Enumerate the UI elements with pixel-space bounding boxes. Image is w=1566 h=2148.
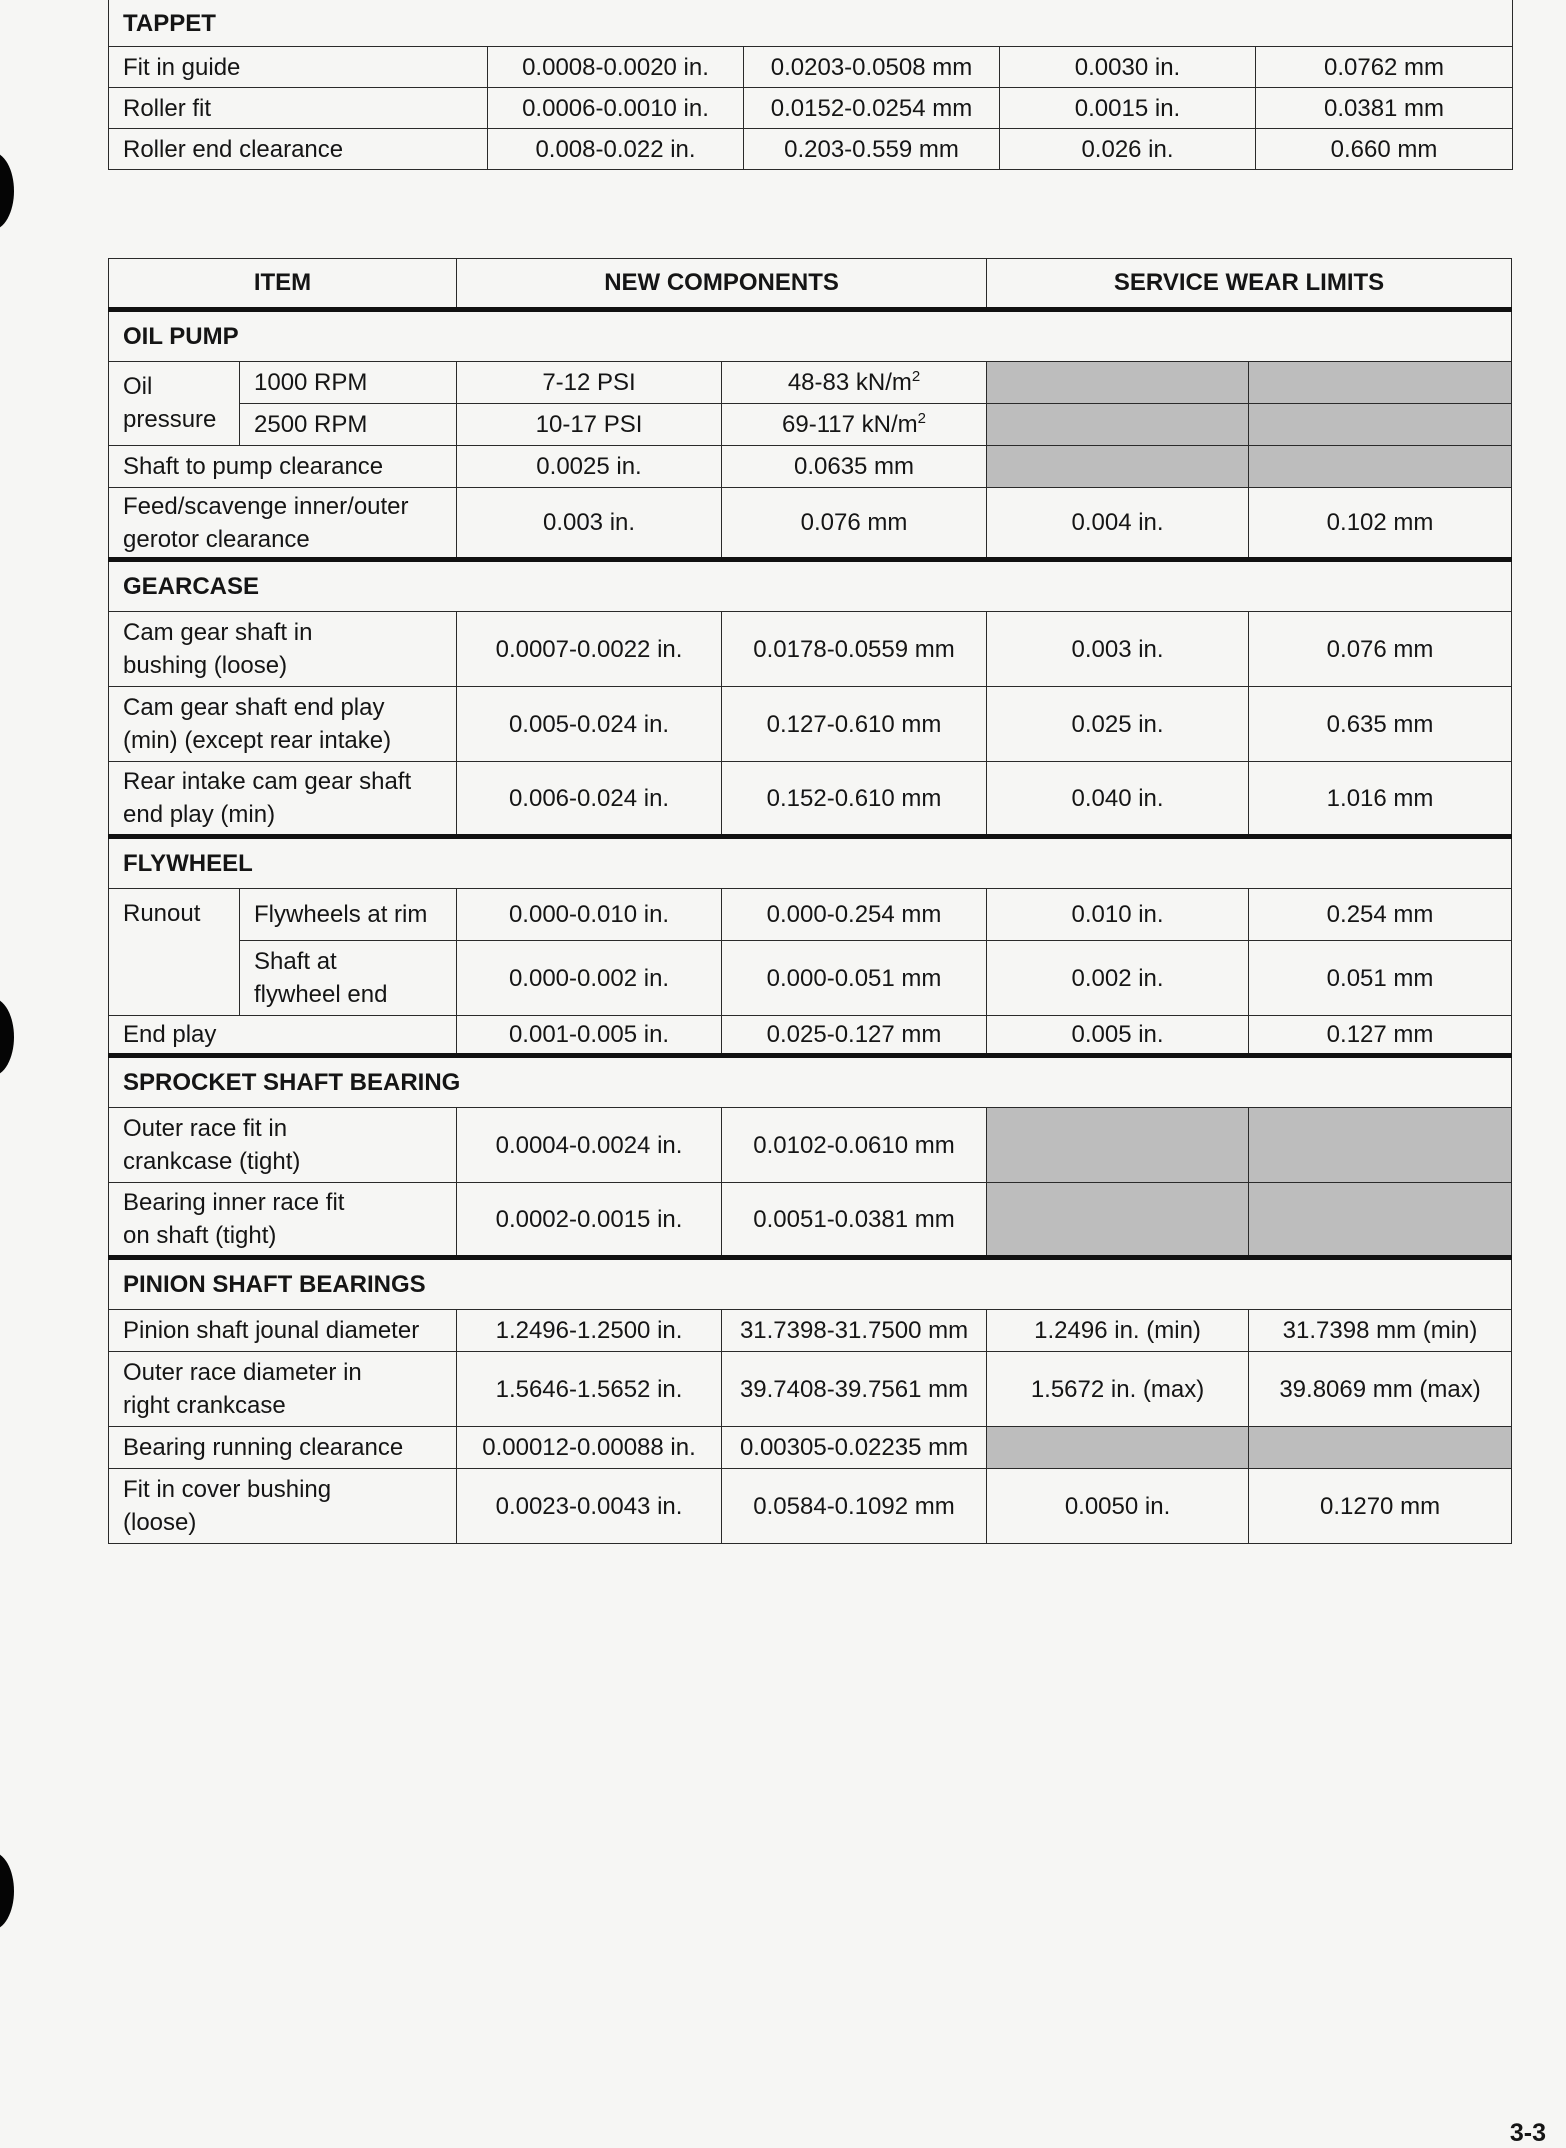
section-title: GEARCASE bbox=[109, 560, 1512, 612]
new-in-cell: 0.0006-0.0010 in. bbox=[488, 88, 744, 129]
section-row-sprocket bbox=[109, 1056, 1512, 1108]
new-in-cell: 0.000-0.002 in. bbox=[457, 941, 722, 1016]
sub-item-cell: Flywheels at rim bbox=[240, 889, 457, 941]
table-row bbox=[109, 488, 1512, 560]
header-item: ITEM bbox=[109, 259, 457, 310]
new-mm-cell: 0.025-0.127 mm bbox=[722, 1016, 987, 1056]
new-mm-cell: 0.0051-0.0381 mm bbox=[722, 1183, 987, 1258]
table-row bbox=[109, 1183, 1512, 1258]
wear-in-cell: 0.026 in. bbox=[1000, 129, 1256, 170]
section-row-tappet bbox=[109, 0, 1513, 47]
table-row bbox=[109, 1016, 1512, 1056]
new-in-cell: 1.2496-1.2500 in. bbox=[457, 1310, 722, 1352]
new-mm-cell: 0.0152-0.0254 mm bbox=[744, 88, 1000, 129]
new-in-cell: 0.008-0.022 in. bbox=[488, 129, 744, 170]
new-psi-cell: 7-12 PSI bbox=[457, 362, 722, 404]
header-new-components: NEW COMPONENTS bbox=[457, 259, 987, 310]
new-mm-cell: 0.0102-0.0610 mm bbox=[722, 1108, 987, 1183]
table-row bbox=[109, 612, 1512, 687]
table-row bbox=[109, 1310, 1512, 1352]
wear-in-cell: 0.0050 in. bbox=[987, 1469, 1249, 1544]
wear-mm-cell: 0.635 mm bbox=[1249, 687, 1512, 762]
item-cell: Pinion shaft jounal diameter bbox=[109, 1310, 457, 1352]
new-in-cell: 0.00012-0.00088 in. bbox=[457, 1427, 722, 1469]
new-in-cell: 1.5646-1.5652 in. bbox=[457, 1352, 722, 1427]
section-row-flywheel bbox=[109, 837, 1512, 889]
wear-in-cell: 1.2496 in. (min) bbox=[987, 1310, 1249, 1352]
item-cell: Cam gear shaft in bushing (loose) bbox=[109, 612, 457, 687]
shaded-cell bbox=[987, 446, 1249, 488]
wear-mm-cell: 0.102 mm bbox=[1249, 488, 1512, 560]
new-in-cell: 0.000-0.010 in. bbox=[457, 889, 722, 941]
new-in-cell: 0.006-0.024 in. bbox=[457, 762, 722, 837]
item-cell: Feed/scavenge inner/outer gerotor clearance bbox=[109, 488, 457, 560]
item-cell: Cam gear shaft end play (min) (except rear intake) bbox=[109, 687, 457, 762]
table-row bbox=[109, 687, 1512, 762]
table-row bbox=[109, 1352, 1512, 1427]
shaded-cell bbox=[987, 1183, 1249, 1258]
table-row bbox=[109, 1469, 1512, 1544]
new-mm-cell: 0.000-0.051 mm bbox=[722, 941, 987, 1016]
page-number: 3-3 bbox=[1509, 2119, 1546, 2147]
table-row bbox=[109, 47, 1513, 88]
new-in-cell: 0.005-0.024 in. bbox=[457, 687, 722, 762]
new-mm-cell: 31.7398-31.7500 mm bbox=[722, 1310, 987, 1352]
table-row bbox=[109, 404, 1512, 446]
section-title: FLYWHEEL bbox=[109, 837, 1512, 889]
wear-mm-cell: 0.254 mm bbox=[1249, 889, 1512, 941]
new-in-cell: 0.001-0.005 in. bbox=[457, 1016, 722, 1056]
rpm-label: 1000 RPM bbox=[240, 362, 457, 404]
wear-mm-cell: 1.016 mm bbox=[1249, 762, 1512, 837]
new-mm-cell: 0.0635 mm bbox=[722, 446, 987, 488]
shaded-cell bbox=[987, 362, 1249, 404]
item-cell: Bearing inner race fit on shaft (tight) bbox=[109, 1183, 457, 1258]
item-cell: Roller end clearance bbox=[109, 129, 488, 170]
shaded-cell bbox=[1249, 1427, 1512, 1469]
new-mm-cell: 0.0178-0.0559 mm bbox=[722, 612, 987, 687]
section-row-oil-pump bbox=[109, 310, 1512, 362]
wear-mm-cell: 31.7398 mm (min) bbox=[1249, 1310, 1512, 1352]
section-row-gearcase bbox=[109, 560, 1512, 612]
wear-mm-cell: 0.127 mm bbox=[1249, 1016, 1512, 1056]
item-cell: Shaft to pump clearance bbox=[109, 446, 457, 488]
sub-item-cell: Shaft at flywheel end bbox=[240, 941, 457, 1016]
shaded-cell bbox=[1249, 1183, 1512, 1258]
shaded-cell bbox=[1249, 446, 1512, 488]
new-mm-cell: 0.000-0.254 mm bbox=[722, 889, 987, 941]
new-in-cell: 0.0008-0.0020 in. bbox=[488, 47, 744, 88]
table-row bbox=[109, 446, 1512, 488]
header-service-wear-limits: SERVICE WEAR LIMITS bbox=[987, 259, 1512, 310]
new-kn-cell: 48-83 $kN/m^2$ bbox=[722, 362, 987, 404]
wear-in-cell: 0.025 in. bbox=[987, 687, 1249, 762]
section-title: TAPPET bbox=[109, 0, 1513, 47]
tappet-table bbox=[108, 0, 1513, 170]
wear-in-cell: 0.003 in. bbox=[987, 612, 1249, 687]
shaded-cell bbox=[987, 1108, 1249, 1183]
shaded-cell bbox=[987, 404, 1249, 446]
table-row bbox=[109, 129, 1513, 170]
shaded-cell bbox=[987, 1427, 1249, 1469]
new-in-cell: 0.0007-0.0022 in. bbox=[457, 612, 722, 687]
wear-in-cell: 1.5672 in. (max) bbox=[987, 1352, 1249, 1427]
table-row bbox=[109, 88, 1513, 129]
section-title: PINION SHAFT BEARINGS bbox=[109, 1258, 1512, 1310]
wear-in-cell: 0.005 in. bbox=[987, 1016, 1249, 1056]
new-mm-cell: 0.152-0.610 mm bbox=[722, 762, 987, 837]
new-in-cell: 0.0002-0.0015 in. bbox=[457, 1183, 722, 1258]
table-row bbox=[109, 362, 1512, 404]
table-row bbox=[109, 889, 1512, 941]
new-in-cell: 0.003 in. bbox=[457, 488, 722, 560]
item-cell: Fit in guide bbox=[109, 47, 488, 88]
new-psi-cell: 10-17 PSI bbox=[457, 404, 722, 446]
table-row bbox=[109, 1427, 1512, 1469]
wear-mm-cell: 39.8069 mm (max) bbox=[1249, 1352, 1512, 1427]
wear-mm-cell: 0.1270 mm bbox=[1249, 1469, 1512, 1544]
binder-hole-top bbox=[0, 152, 14, 230]
new-in-cell: 0.0023-0.0043 in. bbox=[457, 1469, 722, 1544]
table-row bbox=[109, 762, 1512, 837]
new-mm-cell: 0.00305-0.02235 mm bbox=[722, 1427, 987, 1469]
rpm-label: 2500 RPM bbox=[240, 404, 457, 446]
wear-mm-cell: 0.660 mm bbox=[1256, 129, 1513, 170]
oil-pressure-label: Oil pressure bbox=[109, 362, 240, 446]
wear-mm-cell: 0.0762 mm bbox=[1256, 47, 1513, 88]
new-mm-cell: 0.076 mm bbox=[722, 488, 987, 560]
wear-in-cell: 0.0015 in. bbox=[1000, 88, 1256, 129]
new-mm-cell: 0.0203-0.0508 mm bbox=[744, 47, 1000, 88]
wear-mm-cell: 0.076 mm bbox=[1249, 612, 1512, 687]
wear-mm-cell: 0.051 mm bbox=[1249, 941, 1512, 1016]
new-in-cell: 0.0025 in. bbox=[457, 446, 722, 488]
shaded-cell bbox=[1249, 362, 1512, 404]
new-mm-cell: 0.127-0.610 mm bbox=[722, 687, 987, 762]
wear-in-cell: 0.002 in. bbox=[987, 941, 1249, 1016]
wear-in-cell: 0.004 in. bbox=[987, 488, 1249, 560]
wear-in-cell: 0.0030 in. bbox=[1000, 47, 1256, 88]
new-mm-cell: 0.0584-0.1092 mm bbox=[722, 1469, 987, 1544]
wear-mm-cell: 0.0381 mm bbox=[1256, 88, 1513, 129]
item-cell: Outer race fit in crankcase (tight) bbox=[109, 1108, 457, 1183]
specifications-table bbox=[108, 258, 1512, 1544]
item-cell: Fit in cover bushing (loose) bbox=[109, 1469, 457, 1544]
binder-hole-bottom bbox=[0, 1852, 14, 1930]
runout-label: Runout bbox=[109, 889, 240, 1016]
wear-in-cell: 0.040 in. bbox=[987, 762, 1249, 837]
shaded-cell bbox=[1249, 1108, 1512, 1183]
new-kn-cell: 69-117 $kN/m^2$ bbox=[722, 404, 987, 446]
section-title: OIL PUMP bbox=[109, 310, 1512, 362]
header-row bbox=[109, 259, 1512, 310]
binder-hole-middle bbox=[0, 998, 14, 1076]
wear-in-cell: 0.010 in. bbox=[987, 889, 1249, 941]
new-in-cell: 0.0004-0.0024 in. bbox=[457, 1108, 722, 1183]
item-cell: Roller fit bbox=[109, 88, 488, 129]
item-cell: End play bbox=[109, 1016, 457, 1056]
item-cell: Rear intake cam gear shaft end play (min) bbox=[109, 762, 457, 837]
new-mm-cell: 39.7408-39.7561 mm bbox=[722, 1352, 987, 1427]
table-row bbox=[109, 1108, 1512, 1183]
new-mm-cell: 0.203-0.559 mm bbox=[744, 129, 1000, 170]
table-row bbox=[109, 941, 1512, 1016]
section-title: SPROCKET SHAFT BEARING bbox=[109, 1056, 1512, 1108]
section-row-pinion bbox=[109, 1258, 1512, 1310]
item-cell: Bearing running clearance bbox=[109, 1427, 457, 1469]
item-cell: Outer race diameter in right crankcase bbox=[109, 1352, 457, 1427]
shaded-cell bbox=[1249, 404, 1512, 446]
